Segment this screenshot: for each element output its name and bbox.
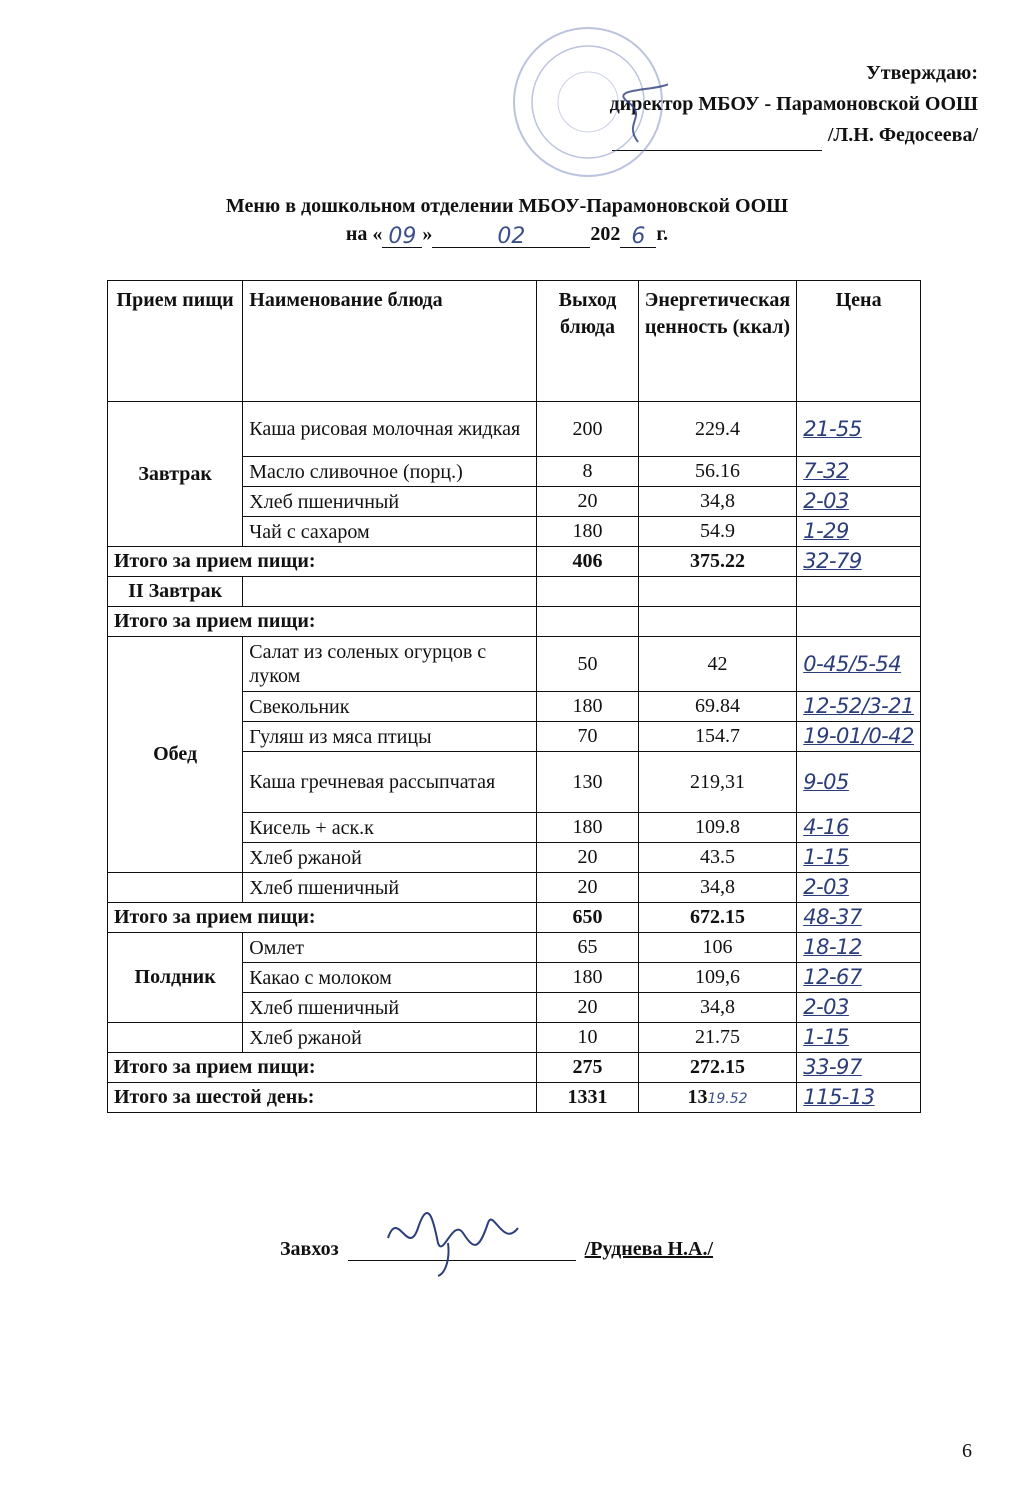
dish-price: 4-16	[803, 815, 849, 839]
dish-energy: 69.84	[638, 692, 796, 722]
dish-energy: 106	[638, 933, 796, 963]
dish-price: 1-29	[803, 519, 849, 543]
date-line	[346, 220, 668, 248]
date-prefix: на «	[345, 223, 383, 245]
dish-energy: 219,31	[638, 752, 796, 813]
total-energy: 272.15	[638, 1053, 796, 1083]
dish-name: Хлеб пшеничный	[243, 993, 537, 1023]
total-row	[108, 547, 921, 577]
dish-output: 50	[537, 637, 638, 692]
total-label: Итого за прием пищи:	[108, 903, 537, 933]
table-row	[108, 402, 921, 457]
dish-output: 180	[537, 517, 638, 547]
total-label: Итого за прием пищи:	[108, 1053, 537, 1083]
dish-price: 2-03	[803, 995, 849, 1019]
dish-name: Омлет	[243, 933, 537, 963]
dish-price: 1-15	[803, 845, 849, 869]
dish-name: Хлеб пшеничный	[243, 487, 537, 517]
total-row	[108, 1053, 921, 1083]
dish-output: 200	[537, 402, 638, 457]
dish-price: 2-03	[803, 875, 849, 899]
dish-name: Хлеб ржаной	[243, 843, 537, 873]
header-price: Цена	[797, 281, 921, 402]
day-total-energy-prefix: 13	[687, 1086, 708, 1108]
dish-output: 130	[537, 752, 638, 813]
approval-title: Утверждаю:	[866, 62, 978, 84]
day-total-output: 1331	[537, 1083, 638, 1113]
dish-energy: 34,8	[638, 873, 796, 903]
dish-energy: 21.75	[638, 1023, 796, 1053]
total-label: Итого за прием пищи:	[108, 547, 537, 577]
dish-price: 12-67	[803, 965, 862, 989]
total-energy: 375.22	[638, 547, 796, 577]
title-line: Меню в дошкольном отделении МБОУ-Парамоновской ООШ	[225, 195, 789, 217]
dish-output: 10	[537, 1023, 638, 1053]
dish-price: 19-01/0-42	[803, 724, 914, 748]
meal-second-breakfast: II Завтрак	[108, 577, 243, 607]
day-value: 09	[388, 224, 417, 249]
table-row	[108, 1023, 921, 1053]
dish-price: 2-03	[803, 489, 849, 513]
footer-role: Завхоз	[280, 1238, 339, 1260]
dish-output: 20	[537, 873, 638, 903]
dish-output: 20	[537, 843, 638, 873]
year-digit: 6	[631, 224, 646, 249]
day-total-row	[108, 1083, 921, 1113]
dish-name: Масло сливочное (порц.)	[243, 457, 537, 487]
dish-price: 1-15	[803, 1025, 849, 1049]
footer-signature	[280, 1238, 713, 1261]
date-quote: »	[422, 223, 433, 245]
year-prefix: 202	[590, 223, 621, 245]
dish-price: 7-32	[803, 459, 849, 483]
day-field	[382, 223, 422, 248]
dish-name: Какао с молоком	[243, 963, 537, 993]
total-price: 48-37	[803, 905, 862, 929]
month-value: 02	[497, 224, 526, 249]
director-name: /Л.Н. Федосеева/	[827, 124, 978, 146]
dish-price: 9-05	[803, 769, 849, 794]
day-total-price: 115-13	[803, 1085, 875, 1109]
dish-output: 180	[537, 813, 638, 843]
dish-price: 18-12	[803, 935, 862, 959]
dish-name: Каша гречневая рассыпчатая	[243, 752, 537, 813]
dish-output: 20	[537, 487, 638, 517]
menu-table	[107, 280, 921, 1113]
dish-name: Хлеб ржаной	[243, 1023, 537, 1053]
dish-name: Кисель + аск.к	[243, 813, 537, 843]
footer-name: /Руднева Н.А./	[584, 1238, 714, 1260]
month-field	[432, 223, 590, 248]
day-total-energy-handwritten: 19.52	[707, 1091, 748, 1107]
dish-output: 8	[537, 457, 638, 487]
footer-signature-blank	[348, 1238, 576, 1261]
dish-energy: 42	[638, 637, 796, 692]
total-energy: 672.15	[638, 903, 796, 933]
header-row	[108, 281, 921, 402]
table-row	[108, 637, 921, 692]
dish-energy: 43.5	[638, 843, 796, 873]
dish-name: Хлеб пшеничный	[243, 873, 537, 903]
header-output: Выход блюда	[537, 281, 638, 402]
day-total-energy	[638, 1083, 796, 1113]
dish-output: 180	[537, 963, 638, 993]
header-energy: Энергетическая ценность (ккал)	[638, 281, 796, 402]
dish-output: 65	[537, 933, 638, 963]
approval-position: директор МБОУ - Парамоновской ООШ	[609, 93, 978, 115]
dish-energy: 154.7	[638, 722, 796, 752]
dish-energy: 109.8	[638, 813, 796, 843]
table-row	[108, 873, 921, 903]
dish-name: Чай с сахаром	[243, 517, 537, 547]
year-field	[620, 223, 656, 248]
dish-energy: 109,6	[638, 963, 796, 993]
total-row	[108, 607, 921, 637]
total-price: 33-97	[803, 1055, 862, 1079]
dish-energy: 229.4	[638, 402, 796, 457]
dish-energy: 34,8	[638, 487, 796, 517]
dish-output: 70	[537, 722, 638, 752]
dish-name: Гуляш из мяса птицы	[243, 722, 537, 752]
total-output: 650	[537, 903, 638, 933]
meal-breakfast: Завтрак	[108, 402, 243, 547]
total-output: 406	[537, 547, 638, 577]
meal-snack: Полдник	[108, 933, 243, 1023]
total-row	[108, 903, 921, 933]
dish-price: 21-55	[803, 416, 862, 441]
dish-output: 180	[537, 692, 638, 722]
total-price: 32-79	[803, 549, 862, 573]
total-label: Итого за прием пищи:	[108, 607, 537, 637]
header-dish: Наименование блюда	[243, 281, 537, 402]
page-number: 6	[962, 1440, 972, 1462]
header-meal: Прием пищи	[108, 281, 243, 402]
document-title	[0, 192, 1014, 248]
dish-name: Каша рисовая молочная жидкая	[243, 402, 537, 457]
total-output: 275	[537, 1053, 638, 1083]
dish-output: 20	[537, 993, 638, 1023]
dish-name: Салат из соленых огурцов с луком	[243, 637, 537, 692]
table-row	[108, 933, 921, 963]
meal-lunch: Обед	[108, 637, 243, 873]
table-row	[108, 577, 921, 607]
dish-energy: 56.16	[638, 457, 796, 487]
school-stamp	[508, 22, 668, 182]
dish-price: 12-52/3-21	[803, 694, 914, 718]
year-suffix: г.	[656, 223, 669, 245]
day-total-label: Итого за шестой день:	[108, 1083, 537, 1113]
dish-energy: 54.9	[638, 517, 796, 547]
handwritten-signature	[378, 1198, 538, 1278]
dish-price: 0-45/5-54	[803, 651, 902, 676]
dish-energy: 34,8	[638, 993, 796, 1023]
dish-name: Свекольник	[243, 692, 537, 722]
